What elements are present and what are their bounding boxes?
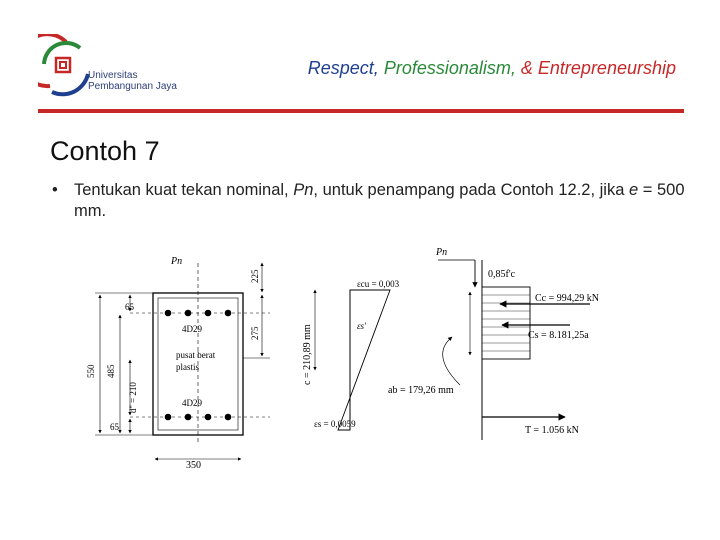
slide-title: Contoh 7 [50, 136, 160, 166]
bullet-text [74, 180, 692, 222]
logo-line-1: Universitas [88, 70, 138, 81]
dim-d210: d'' = 210 [128, 382, 138, 413]
c-label: c = 210,89 mm [302, 324, 313, 385]
strain-profile [338, 290, 390, 430]
stress-label: 0,85f'c [488, 269, 516, 280]
force-diagram [388, 247, 599, 440]
bullet-part-2: , untuk penampang pada Contoh 12.2, jika [313, 181, 625, 199]
t-label: T = 1.056 kN [525, 425, 579, 436]
dim-485: 485 [106, 364, 116, 378]
dim-65-bot: 65 [110, 422, 119, 432]
bullet-pn: Pn [293, 181, 314, 199]
cs-label: Cs = 8.181,25a [528, 330, 589, 341]
column-section-figure [70, 235, 660, 475]
ab-label: ab = 179,26 mm [388, 385, 454, 396]
centroid-label-2: plastis [176, 362, 200, 372]
logo-line-2: Pembangunan Jaya [88, 81, 177, 92]
bullet-dot: • [52, 181, 58, 199]
ecu-label: εcu = 0,003 [357, 279, 400, 289]
cross-section [86, 256, 270, 471]
bullet-part-1: Tentukan kuat tekan nominal, [74, 181, 289, 199]
pn-label-force: Pn [436, 247, 448, 258]
dim-225: 225 [250, 269, 260, 283]
stress-block [482, 287, 530, 359]
tagline-respect: Respect, [307, 58, 379, 78]
dim-550: 550 [86, 364, 96, 378]
cc-label: Cc = 994,29 kN [535, 293, 599, 304]
es-label: εs = 0,0059 [314, 419, 356, 429]
bullet-part-3: = 500 mm. [74, 181, 685, 220]
top-bars-label: 4D29 [182, 324, 202, 334]
bot-bars-label: 4D29 [182, 398, 202, 408]
ab-leader [443, 337, 460, 385]
bullet-e: e [629, 181, 639, 199]
dim-65-top: 65 [125, 302, 134, 312]
logo-wordmark [88, 70, 177, 92]
centroid-label-1: pusat berat [176, 350, 216, 360]
tagline-entrepreneurship: Entrepreneurship [537, 58, 676, 78]
university-logo [38, 34, 178, 104]
esp-label: εs' [357, 321, 366, 331]
strain-diagram [302, 279, 400, 430]
tagline [308, 58, 676, 79]
tagline-professionalism: Professionalism, [383, 58, 516, 78]
header-divider [38, 109, 684, 113]
bullet-item [52, 180, 692, 222]
tagline-ampersand: & [520, 58, 533, 78]
pn-label-section: Pn [171, 256, 183, 267]
dim-350: 350 [186, 460, 201, 471]
dim-275: 275 [250, 326, 260, 340]
